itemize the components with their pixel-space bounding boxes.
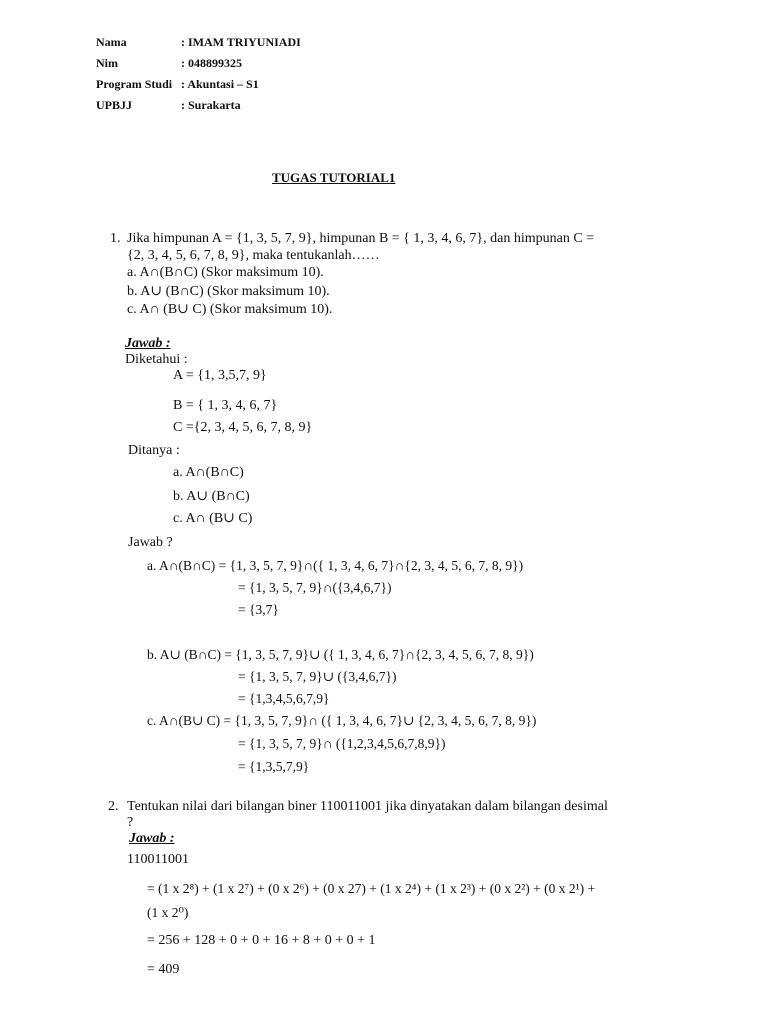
- q1-set-b: B = { 1, 3, 4, 6, 7}: [173, 398, 278, 413]
- q1-answer-a-line1: a. A∩(B∩C) = {1, 3, 5, 7, 9}∩({ 1, 3, 4, 6, 7}∩{2, 3, 4, 5, 6, 7, 8, 9}): [147, 558, 524, 573]
- q1-set-a: A = {1, 3,5,7, 9}: [173, 368, 267, 383]
- q1-answer-b-line2: = {1, 3, 5, 7, 9}∪ ({3,4,6,7}): [238, 669, 397, 684]
- q1-text-line2: {2, 3, 4, 5, 6, 7, 8, 9}, maka tentukanlah……: [127, 248, 380, 263]
- q1-item-a: a. A∩(B∩C) (Skor maksimum 10).: [127, 265, 324, 280]
- q2-binary: 110011001: [127, 852, 189, 867]
- q2-jawab-heading: Jawab :: [129, 831, 175, 846]
- q1-ditanya: Ditanya :: [128, 443, 180, 458]
- q1-answer-a-line2: = {1, 3, 5, 7, 9}∩({3,4,6,7}): [238, 580, 392, 595]
- upbjj-label: UPBJJ: [96, 98, 132, 112]
- q2-text-line1: Tentukan nilai dari bilangan biner 110011001 jika dinyatakan dalam bilangan desimal: [127, 799, 608, 814]
- q1-answer-b-line1: b. A∪ (B∩C) = {1, 3, 5, 7, 9}∪ ({ 1, 3, 4, 6, 7}∩{2, 3, 4, 5, 6, 7, 8, 9}): [147, 647, 534, 662]
- q1-number: 1.: [110, 231, 121, 246]
- document-title: TUGAS TUTORIAL1: [272, 170, 396, 185]
- q1-answer-c-line1: c. A∩(B∪ C) = {1, 3, 5, 7, 9}∩ ({ 1, 3, 4, 6, 7}∪ {2, 3, 4, 5, 6, 7, 8, 9}): [147, 713, 537, 728]
- q1-set-c: C ={2, 3, 4, 5, 6, 7, 8, 9}: [173, 420, 313, 435]
- q1-ditanya-b: b. A∪ (B∩C): [173, 489, 250, 504]
- q1-answer-b-line3: = {1,3,4,5,6,7,9}: [238, 691, 330, 706]
- nama-label: Nama: [96, 35, 127, 49]
- q1-item-c: c. A∩ (B∪ C) (Skor maksimum 10).: [127, 302, 333, 317]
- q1-jawab-heading: Jawab :: [125, 336, 171, 351]
- q2-text-line2: ?: [127, 815, 134, 830]
- q1-answer-c-line2: = {1, 3, 5, 7, 9}∩ ({1,2,3,4,5,6,7,8,9}): [238, 736, 446, 751]
- q2-step1-line1: = (1 x 2⁸) + (1 x 2⁷) + (0 x 2⁶) + (0 x 27) + (1 x 2⁴) + (1 x 2³) + (0 x 2²) + (0 x 2¹) +: [147, 881, 596, 896]
- q1-answer-a-line3: = {3,7}: [238, 602, 279, 617]
- q1-text-line1: Jika himpunan A = {1, 3, 5, 7, 9}, himpunan B = { 1, 3, 4, 6, 7}, dan himpunan C =: [127, 231, 595, 246]
- q1-ditanya-c: c. A∩ (B∪ C): [173, 511, 253, 526]
- q1-answer-c-line3: = {1,3,5,7,9}: [238, 759, 310, 774]
- nim-value: : 048899325: [181, 56, 242, 70]
- q1-item-b: b. A∪ (B∩C) (Skor maksimum 10).: [127, 284, 330, 299]
- prodi-value: : Akuntasi – S1: [181, 77, 259, 91]
- q2-step1-line2: (1 x 2⁰): [147, 905, 189, 920]
- prodi-label: Program Studi: [96, 77, 173, 91]
- q2-step2: = 256 + 128 + 0 + 0 + 16 + 8 + 0 + 0 + 1: [147, 933, 376, 948]
- upbjj-value: : Surakarta: [181, 98, 241, 112]
- q2-number: 2.: [108, 799, 119, 814]
- q1-jawab-question: Jawab ?: [128, 535, 173, 550]
- nama-value: : IMAM TRIYUNIADI: [181, 35, 301, 49]
- nim-label: Nim: [96, 56, 118, 70]
- q2-result: = 409: [147, 962, 180, 977]
- q1-diketahui: Diketahui :: [125, 352, 188, 367]
- q1-ditanya-a: a. A∩(B∩C): [173, 465, 244, 480]
